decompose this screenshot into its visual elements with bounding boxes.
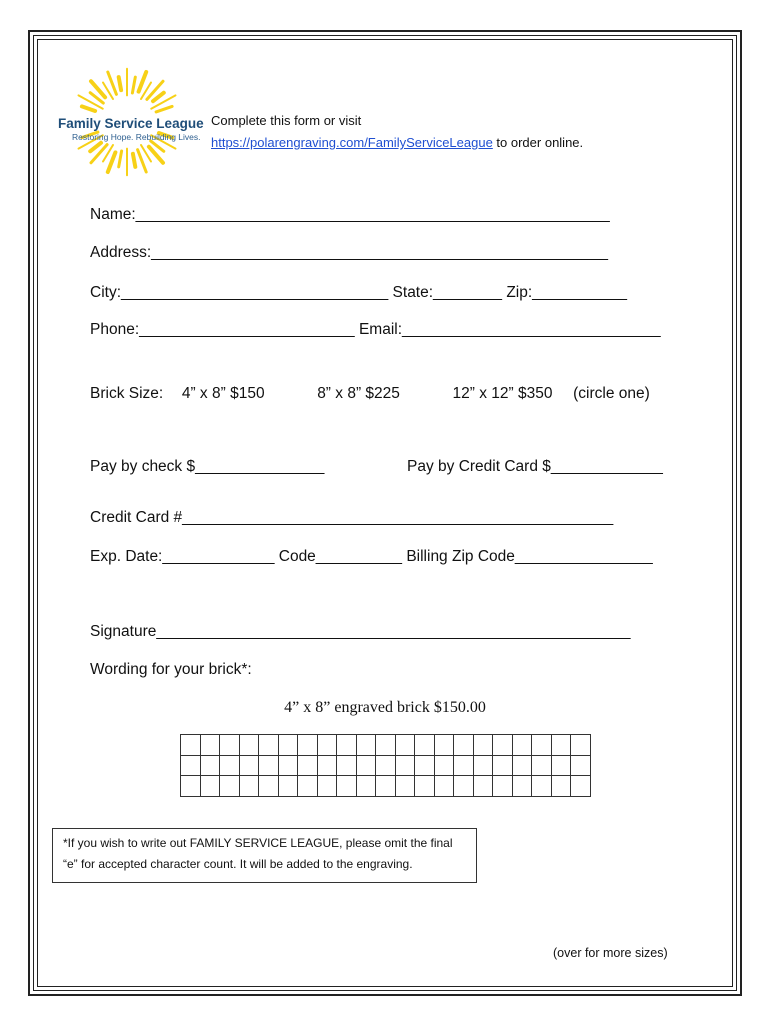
brick-size-label: Brick Size: — [90, 385, 164, 402]
sun-ray — [82, 106, 95, 111]
engraving-character-cell[interactable] — [473, 776, 493, 797]
name-field[interactable]: Name:_______________________________________________________ — [90, 206, 610, 223]
engraving-character-cell[interactable] — [317, 776, 337, 797]
engraving-character-cell[interactable] — [200, 735, 220, 756]
engraving-character-cell[interactable] — [220, 755, 240, 776]
sun-ray — [133, 154, 135, 167]
engraving-character-cell[interactable] — [278, 776, 298, 797]
sun-ray — [139, 72, 147, 92]
engraving-character-cell[interactable] — [532, 755, 552, 776]
engraving-character-cell[interactable] — [415, 755, 435, 776]
engraving-character-cell[interactable] — [434, 755, 454, 776]
engraving-character-cell[interactable] — [395, 735, 415, 756]
credit-card-number-field[interactable]: Credit Card #__________________________________________________ — [90, 509, 614, 526]
phone-field[interactable]: Phone:_________________________ — [90, 321, 355, 338]
footnote-box — [52, 828, 477, 883]
address-field[interactable]: Address:_____________________________________________________ — [90, 244, 609, 261]
engraving-character-cell[interactable] — [220, 776, 240, 797]
engraving-character-cell[interactable] — [434, 776, 454, 797]
engraving-character-cell[interactable] — [259, 755, 279, 776]
exp-date-field[interactable]: Exp. Date:_____________ — [90, 548, 275, 565]
engraving-character-cell[interactable] — [337, 735, 357, 756]
engraving-character-cell[interactable] — [298, 755, 318, 776]
engraving-character-cell[interactable] — [259, 735, 279, 756]
sun-ray — [156, 106, 172, 112]
card-details-row — [90, 548, 653, 566]
circle-one-hint: (circle one) — [573, 385, 650, 402]
intro-line-2 — [211, 132, 583, 154]
engraving-character-cell[interactable] — [200, 776, 220, 797]
engraving-character-cell[interactable] — [337, 776, 357, 797]
engraving-price-title: 4” x 8” engraved brick $150.00 — [284, 699, 486, 716]
city-state-zip-row — [90, 284, 627, 302]
sun-ray — [132, 77, 135, 93]
engraving-character-cell[interactable] — [181, 735, 201, 756]
engraving-character-cell[interactable] — [551, 776, 571, 797]
engraving-character-cell[interactable] — [454, 735, 474, 756]
email-field[interactable]: Email:______________________________ — [358, 321, 661, 338]
engraving-character-cell[interactable] — [415, 735, 435, 756]
engraving-character-cell[interactable] — [278, 735, 298, 756]
engraving-character-cell[interactable] — [356, 776, 376, 797]
intro-text — [211, 110, 583, 154]
engraving-character-cell[interactable] — [454, 776, 474, 797]
pay-by-credit-card-field[interactable]: Pay by Credit Card $_____________ — [407, 458, 663, 475]
engraving-character-cell[interactable] — [337, 755, 357, 776]
engraving-character-cell[interactable] — [376, 735, 396, 756]
engraving-character-cell[interactable] — [356, 755, 376, 776]
sun-ray — [108, 152, 116, 172]
engraving-character-cell[interactable] — [395, 755, 415, 776]
engraving-character-cell[interactable] — [278, 755, 298, 776]
engraving-character-cell[interactable] — [571, 755, 591, 776]
intro-line-1: Complete this form or visit — [211, 113, 362, 128]
engraving-character-cell[interactable] — [512, 776, 532, 797]
wording-label: Wording for your brick*: — [90, 661, 252, 678]
signature-field[interactable]: Signature_______________________________________________________ — [90, 623, 631, 640]
engraving-character-cell[interactable] — [532, 776, 552, 797]
engraving-character-cell[interactable] — [298, 735, 318, 756]
intro-after-link: to order online. — [492, 135, 584, 150]
phone-email-row — [90, 321, 661, 339]
engraving-character-cell[interactable] — [415, 776, 435, 797]
engraving-character-cell[interactable] — [356, 735, 376, 756]
engraving-character-cell[interactable] — [493, 776, 513, 797]
engraving-grid-row — [181, 735, 591, 756]
sun-ray — [119, 151, 122, 167]
sun-ray — [90, 143, 101, 152]
engraving-character-cell[interactable] — [376, 755, 396, 776]
engraving-character-cell[interactable] — [239, 776, 259, 797]
engraving-character-cell[interactable] — [532, 735, 552, 756]
footnote-line-2: “e” for accepted character count. It will be added to the engraving. — [63, 857, 413, 871]
engraving-character-cell[interactable] — [239, 735, 259, 756]
engraving-character-grid[interactable] — [180, 734, 591, 797]
sun-ray — [153, 93, 164, 102]
sun-ray — [119, 77, 121, 90]
order-online-link[interactable]: https://polarengraving.com/FamilyServiceLeague — [211, 135, 493, 150]
engraving-character-cell[interactable] — [200, 755, 220, 776]
engraving-character-cell[interactable] — [512, 735, 532, 756]
engraving-character-cell[interactable] — [512, 755, 532, 776]
brick-size-row — [90, 385, 650, 403]
engraving-character-cell[interactable] — [473, 755, 493, 776]
engraving-character-cell[interactable] — [571, 735, 591, 756]
family-service-league-logo — [52, 60, 202, 190]
logo-tagline: Restoring Hope. Rebuilding Lives. — [72, 132, 201, 142]
engraving-character-cell[interactable] — [220, 735, 240, 756]
engraving-character-cell[interactable] — [551, 735, 571, 756]
engraving-character-cell[interactable] — [473, 735, 493, 756]
engraving-character-cell[interactable] — [298, 776, 318, 797]
pay-by-check-field[interactable]: Pay by check $_______________ — [90, 458, 325, 475]
brick-size-option-8x8[interactable]: 8” x 8” $225 — [317, 385, 400, 402]
engraving-character-cell[interactable] — [493, 755, 513, 776]
engraving-character-cell[interactable] — [454, 755, 474, 776]
engraving-character-cell[interactable] — [317, 735, 337, 756]
state-field[interactable]: State:________ — [392, 284, 503, 301]
engraving-grid-row — [181, 755, 591, 776]
card-code-field[interactable]: Code__________ — [278, 548, 403, 565]
engraving-character-cell[interactable] — [181, 755, 201, 776]
brick-size-option-4x8[interactable]: 4” x 8” $150 — [181, 385, 265, 402]
city-field[interactable]: City:_______________________________ — [90, 284, 389, 301]
engraving-character-cell[interactable] — [571, 776, 591, 797]
engraving-character-cell[interactable] — [239, 755, 259, 776]
zip-field[interactable]: Zip:___________ — [506, 284, 627, 301]
engraving-character-cell[interactable] — [551, 755, 571, 776]
engraving-character-cell[interactable] — [181, 776, 201, 797]
billing-zip-field[interactable]: Billing Zip Code________________ — [406, 548, 653, 565]
engraving-character-cell[interactable] — [376, 776, 396, 797]
engraving-character-cell[interactable] — [259, 776, 279, 797]
over-for-more-sizes: (over for more sizes) — [553, 946, 668, 960]
engraving-character-cell[interactable] — [434, 735, 454, 756]
logo-name: Family Service League — [58, 116, 204, 131]
engraving-character-cell[interactable] — [395, 776, 415, 797]
brick-size-option-12x12[interactable]: 12” x 12” $350 — [452, 385, 553, 402]
engraving-character-cell[interactable] — [493, 735, 513, 756]
footnote-line-1: *If you wish to write out FAMILY SERVICE LEAGUE, please omit the final — [63, 836, 453, 850]
engraving-character-cell[interactable] — [317, 755, 337, 776]
engraving-grid-row — [181, 776, 591, 797]
